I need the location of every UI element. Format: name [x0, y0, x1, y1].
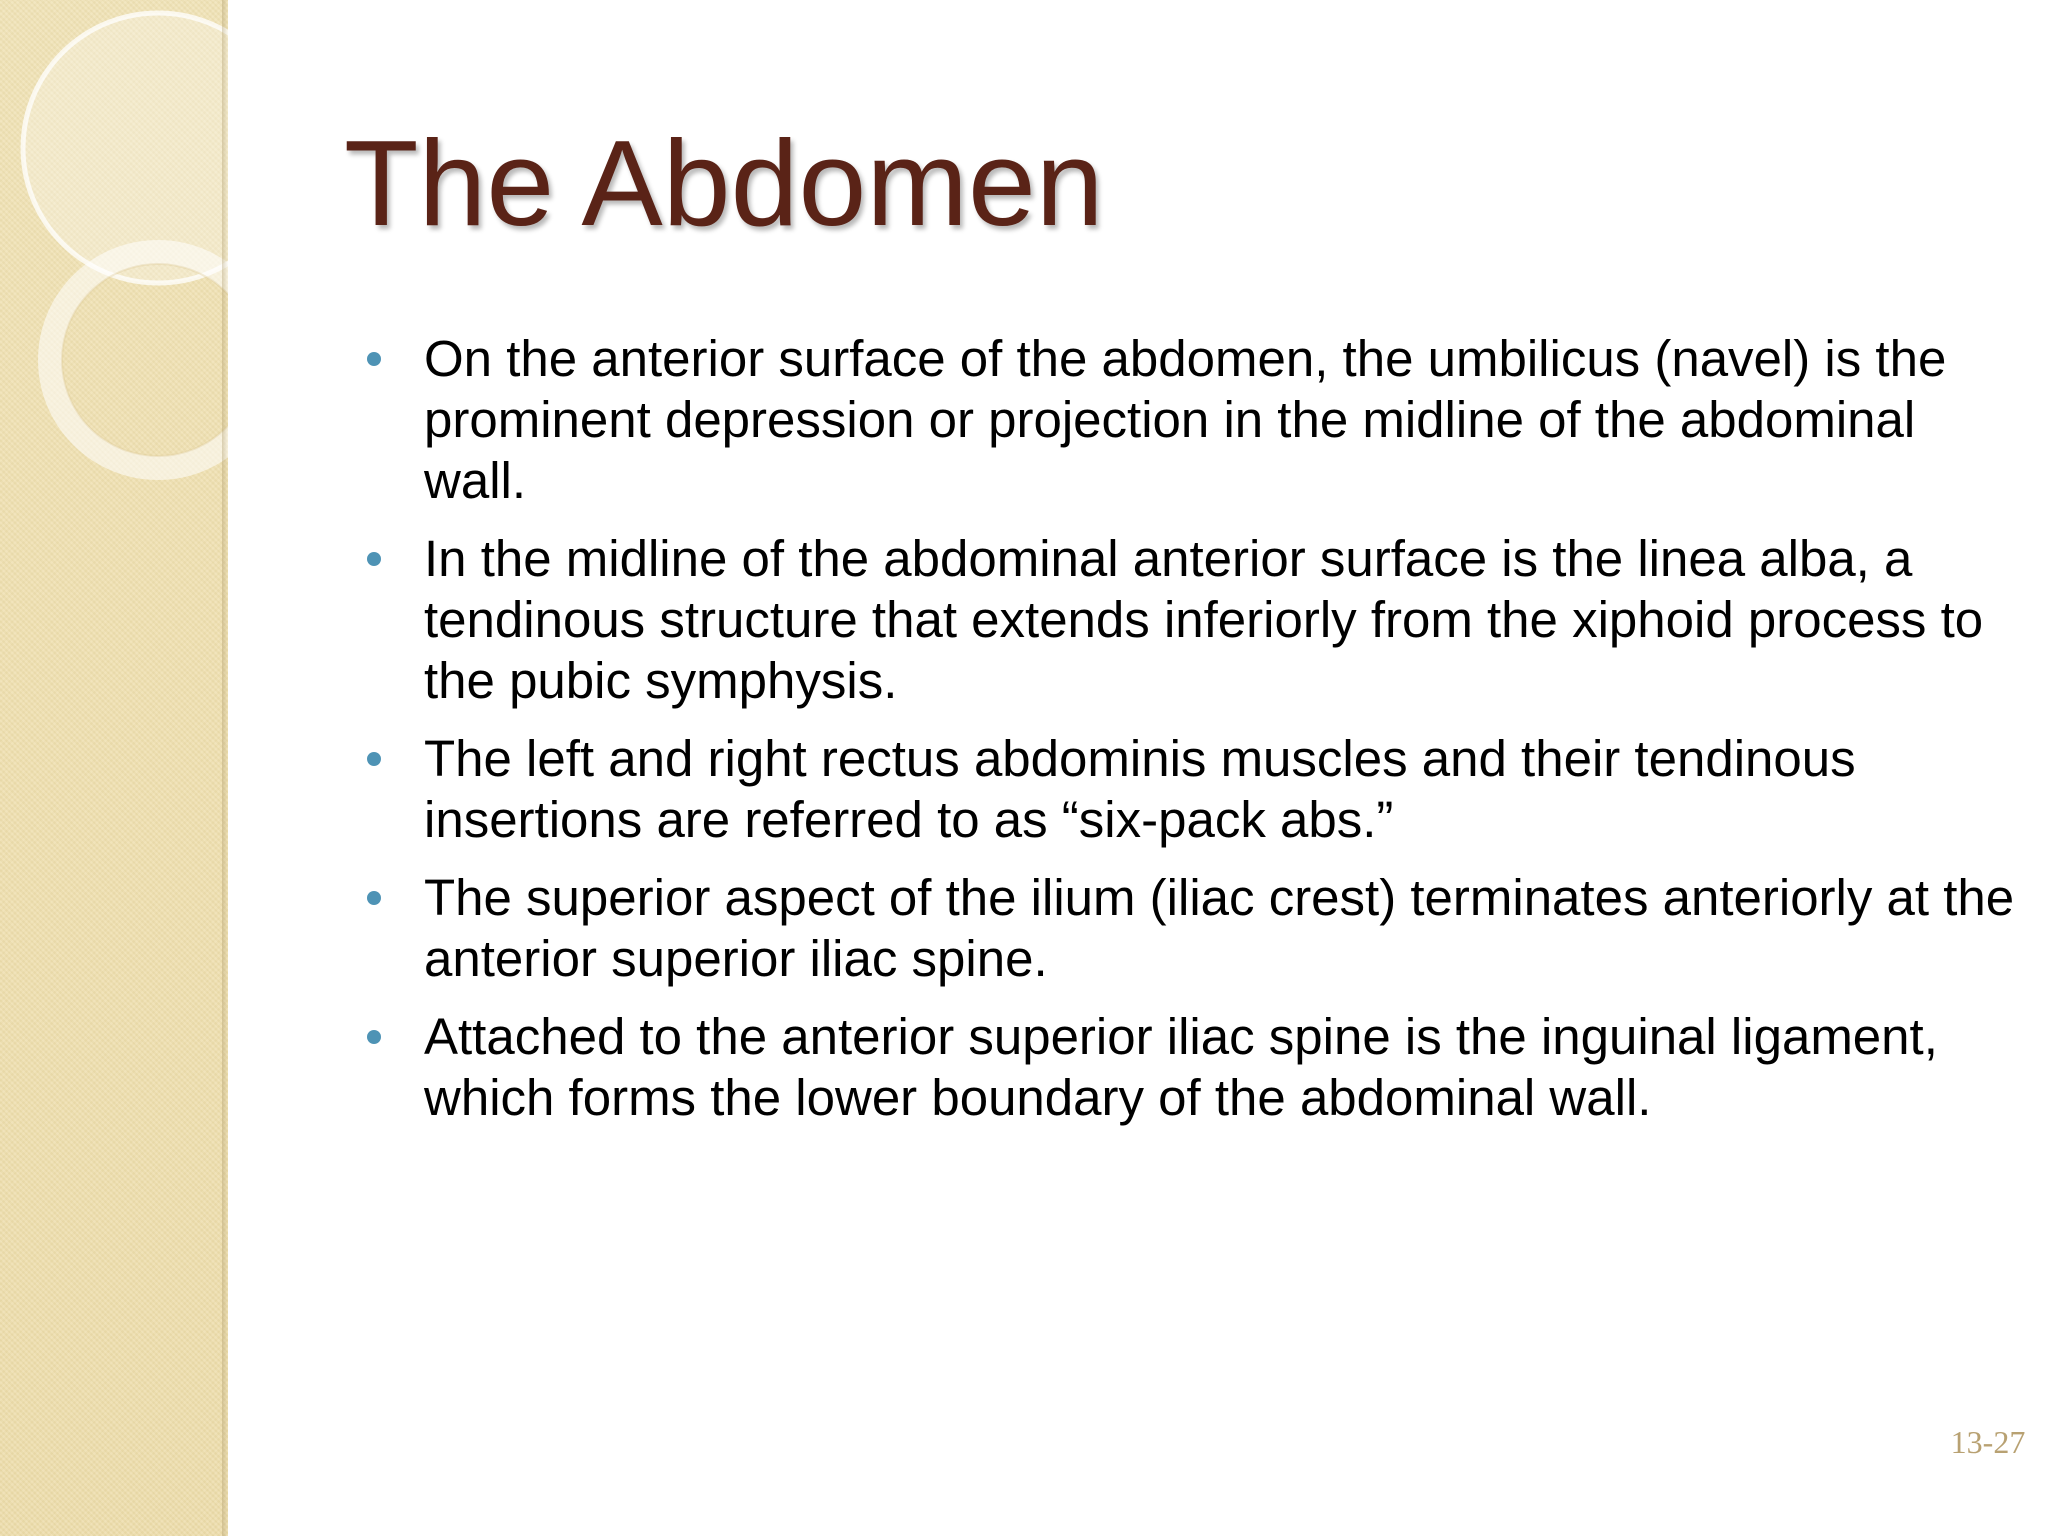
bullet-text: Attached to the anterior superior iliac spine is the inguinal ligament, which forms the lower boundary of the abdominal wall. — [424, 1008, 1938, 1126]
decorative-side-panel — [0, 0, 228, 1536]
bullet-dot-icon — [367, 1030, 381, 1044]
bullet-text: In the midline of the abdominal anterior surface is the linea alba, a tendinous structure that extends inferiorly from the xiphoid process to the pubic symphysis. — [424, 530, 1984, 709]
bullet-dot-icon — [367, 352, 381, 366]
bullet-list — [358, 328, 2018, 1145]
bullet-item — [358, 867, 2018, 989]
slide-title: The Abdomen — [344, 115, 1104, 251]
bullet-dot-icon — [367, 752, 381, 766]
bullet-item — [358, 328, 2018, 511]
side-panel-edge — [222, 0, 228, 1536]
bullet-item — [358, 1006, 2018, 1128]
decorative-circles — [0, 0, 228, 1536]
bullet-dot-icon — [367, 552, 381, 566]
bullet-dot-icon — [367, 891, 381, 905]
bullet-text: The left and right rectus abdominis muscles and their tendinous insertions are referred to as “six-pack abs.” — [424, 730, 1856, 848]
decorative-ring — [50, 252, 228, 468]
decorative-circle-large — [23, 13, 228, 283]
bullet-item — [358, 728, 2018, 850]
bullet-text: The superior aspect of the ilium (iliac crest) terminates anteriorly at the anterior superior iliac spine. — [424, 869, 2015, 987]
bullet-text: On the anterior surface of the abdomen, the umbilicus (navel) is the prominent depression or projection in the midline of the abdominal wall. — [424, 330, 1947, 509]
slide-number: 13-27 — [1950, 1424, 2026, 1460]
bullet-item — [358, 528, 2018, 711]
